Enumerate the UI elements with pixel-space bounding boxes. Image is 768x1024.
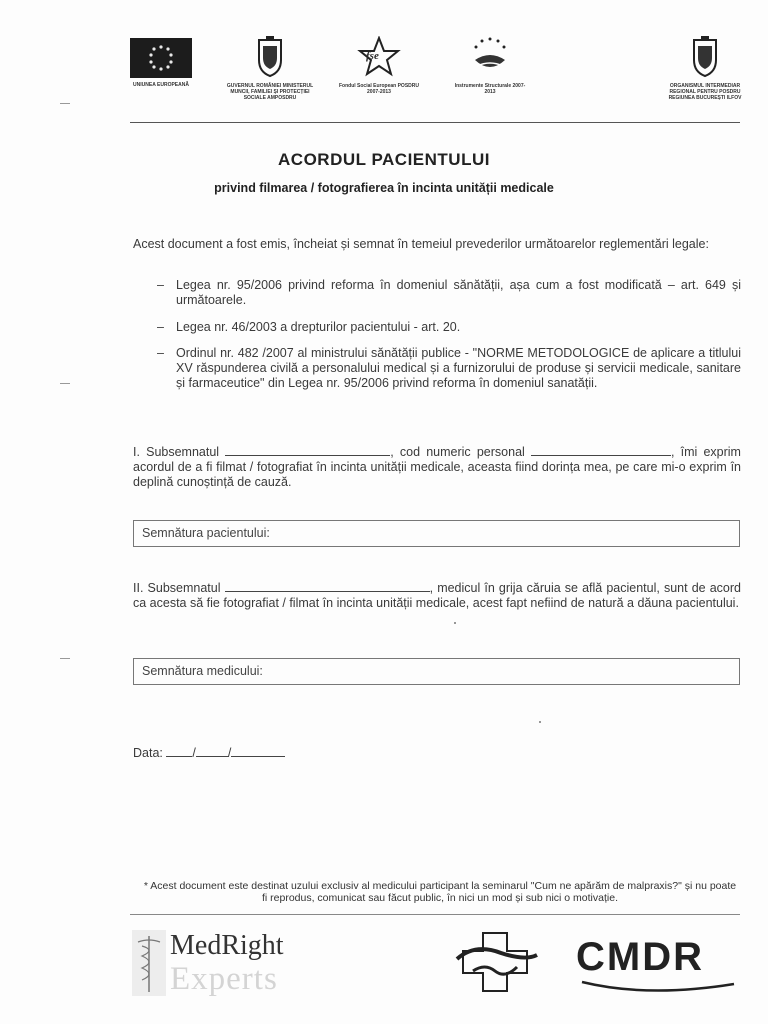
scan-speck <box>454 622 456 624</box>
fse-logo <box>338 36 420 95</box>
patient-signature-box[interactable] <box>133 520 740 547</box>
cnp-field[interactable] <box>531 444 671 456</box>
header-divider <box>130 122 740 123</box>
cmr-cross-logo-icon <box>455 931 539 993</box>
date-year-field[interactable] <box>231 745 285 757</box>
footnote: * Acest document este destinat uzului exclusiv al medicului participant la seminarul "Cum ne apărăm de malpraxis?" și nu poate fi reprodus, comunicat sau făcut public, în nici un mod și sub nici o motivație. <box>143 880 737 904</box>
globe-stars-icon <box>467 36 513 78</box>
scan-mark <box>60 103 70 104</box>
section-2-text: sunt de acord ca acesta să fie fotografiat / filmat în incinta unității medicale, acest fapt nefiind de natură a dăuna pacientului. <box>133 581 741 610</box>
coat-of-arms-icon <box>255 36 285 78</box>
doctor-signature-label: Semnătura medicului: <box>142 664 263 678</box>
date-label: Data: <box>133 746 163 760</box>
intro-paragraph: Acest document a fost emis, încheiat și semnat în temeiul prevederilor următoarelor reglementări legale: <box>133 237 709 251</box>
coat-of-arms-icon <box>690 36 720 78</box>
bullet-dash: – <box>157 346 164 360</box>
scan-mark <box>60 658 70 659</box>
patient-signature-label: Semnătura pacientului: <box>142 526 270 540</box>
date-line <box>133 745 433 761</box>
section-2-tail: , medicul în grija căruia se află pacientul, <box>429 581 660 595</box>
doctor-signature-box[interactable] <box>133 658 740 685</box>
section-1-tail: , îmi <box>670 445 698 459</box>
medright-logo <box>132 928 332 998</box>
oi-logo <box>662 36 748 101</box>
scan-speck <box>539 721 541 723</box>
eu-flag-icon <box>130 38 192 78</box>
eu-logo <box>128 38 194 88</box>
footer-divider <box>130 914 740 915</box>
date-separator: / <box>227 746 232 760</box>
date-separator: / <box>192 746 196 760</box>
legal-basis-item: Legea nr. 95/2006 privind reforma în domeniul sănătății, așa cum a fost modificată – art. 649 și următoarele. <box>176 278 741 307</box>
eu-caption: UNIUNEA EUROPEANĂ <box>133 82 189 88</box>
is-logo <box>450 36 530 95</box>
cmdr-logo: CMDR <box>576 935 704 979</box>
gov-caption: GUVERNUL ROMÂNIEI MINISTERUL MUNCII, FAMILIEI ȘI PROTECȚIEI SOCIALE AMPOSDRU <box>226 83 314 101</box>
scan-mark <box>60 383 70 384</box>
document-subtitle: privind filmarea / fotografierea în incinta unității medicale <box>214 181 554 195</box>
fse-caption: Fondul Social European POSDRU 2007-2013 <box>338 83 419 95</box>
medright-title: MedRight <box>170 930 284 961</box>
section-2 <box>133 580 741 611</box>
document-title: ACORDUL PACIENTULUI <box>278 150 490 169</box>
section-1 <box>133 444 741 490</box>
date-month-field[interactable] <box>196 745 228 757</box>
fse-mark: fse <box>366 50 379 62</box>
cmdr-swoosh-icon <box>578 978 738 994</box>
doctor-name-field[interactable] <box>225 580 430 592</box>
caduceus-icon <box>132 930 166 996</box>
cnp-label: , cod numeric personal <box>390 445 525 459</box>
gov-logo <box>225 36 315 101</box>
oi-caption: ORGANISMUL INTERMEDIAR REGIONAL PENTRU POSDRU REGIUNEA BUCUREȘTI ILFOV <box>668 83 742 101</box>
patient-name-field[interactable] <box>225 444 390 456</box>
bullet-dash: – <box>157 278 164 292</box>
section-2-label: II. Subsemnatul <box>133 581 221 595</box>
medright-subtitle: Experts <box>170 961 278 997</box>
bullet-dash: – <box>157 320 164 334</box>
fse-star-icon <box>357 36 401 78</box>
legal-basis-item: Ordinul nr. 482 /2007 al ministrului sănătății publice - "NORME METODOLOGICE de aplicare a titlului XV răspunderea civilă a personalului medical și a furnizorului de produse și servicii medicale, sanitare și farmaceutice" din Legea nr. 95/2006 privind reforma în domeniul sanatății. <box>176 346 741 390</box>
date-day-field[interactable] <box>166 745 192 757</box>
legal-basis-item: Legea nr. 46/2003 a drepturilor pacientului - art. 20. <box>176 320 461 334</box>
is-caption: Instrumente Structurale 2007-2013 <box>454 83 526 95</box>
section-1-label: I. Subsemnatul <box>133 445 220 459</box>
section-1-text: exprim acordul de a fi filmat / fotografiat în incinta unității medicale, aceasta fiind dorința mea, pe care mi-o exprim în deplină cunoștință de cauză. <box>133 445 741 489</box>
